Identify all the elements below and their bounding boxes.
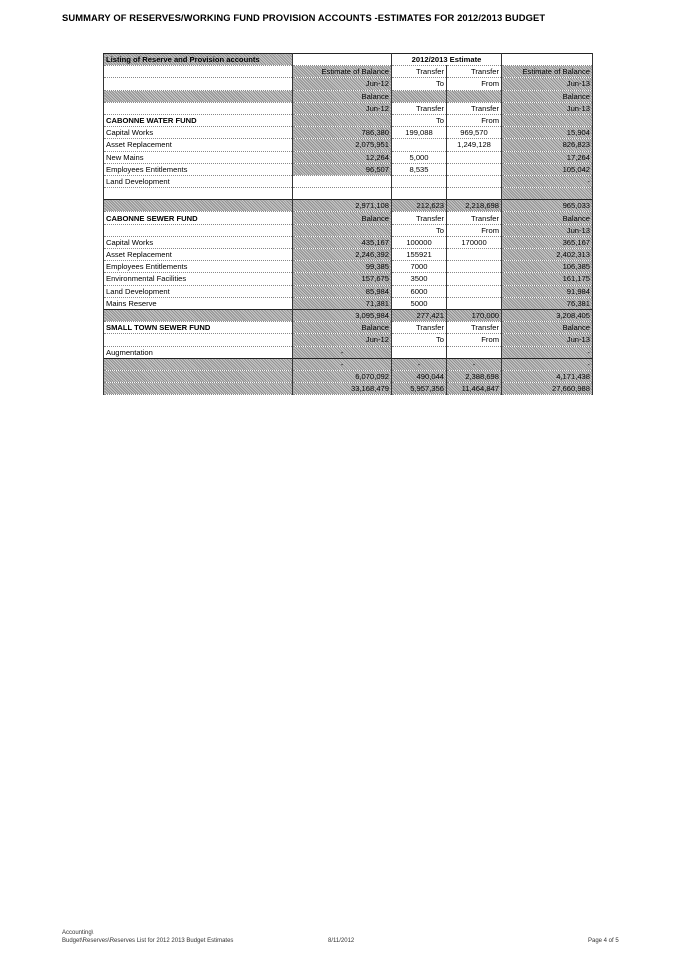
cell-value: 170000 <box>447 236 502 248</box>
table-row <box>104 249 593 261</box>
cell-value: 5,000 <box>392 151 447 163</box>
total-value: 965,033 <box>502 200 593 212</box>
total-value: 170,000 <box>447 309 502 321</box>
reserves-table <box>103 53 593 395</box>
page-title: SUMMARY OF RESERVES/WORKING FUND PROVISION ACCOUNTS -ESTIMATES FOR 2012/2013 BUDGET <box>62 12 546 23</box>
row-label: Land Development <box>104 175 293 187</box>
row-label: Mains Reserve <box>104 297 293 309</box>
cell-value: 157,675 <box>293 273 392 285</box>
footer-date: 8/11/2012 <box>328 938 355 944</box>
cell-value <box>293 175 392 187</box>
total-value: - <box>447 358 502 370</box>
cell-value: 100000 <box>392 236 447 248</box>
col-header: Transfer <box>392 212 447 224</box>
total-value: 490,044 <box>392 370 447 382</box>
col-header: Balance <box>293 212 392 224</box>
table-row <box>104 273 593 285</box>
table-row <box>104 261 593 273</box>
row-label: Augmentation <box>104 346 293 358</box>
cell-value <box>447 261 502 273</box>
table-row <box>104 127 593 139</box>
total-value: 4,171,438 <box>502 370 593 382</box>
cell-value <box>447 285 502 297</box>
total-value: 2,388,698 <box>447 370 502 382</box>
table-row <box>104 346 593 358</box>
cell-value: 96,507 <box>293 163 392 175</box>
table-row <box>104 163 593 175</box>
subtotal-row <box>104 309 593 321</box>
cell-value: 76,381 <box>502 297 593 309</box>
balance-header: Balance <box>502 90 593 102</box>
total-value: 6,070,092 <box>293 370 392 382</box>
col-header: To <box>392 334 447 346</box>
cell-value: 2,402,313 <box>502 249 593 261</box>
cell-value: 85,984 <box>293 285 392 297</box>
cell-value: 17,264 <box>502 151 593 163</box>
total-value: 3,208,405 <box>502 309 593 321</box>
cell-value: 969,570 <box>447 127 502 139</box>
col-header: Transfer <box>447 212 502 224</box>
total-value: 2,971,108 <box>293 200 392 212</box>
col-header: From <box>447 224 502 236</box>
grand-total-row <box>104 383 593 395</box>
col-header: Transfer <box>447 322 502 334</box>
cell-value: 91,984 <box>502 285 593 297</box>
from-header: From <box>447 78 502 90</box>
row-label: Employees Entitlements <box>104 261 293 273</box>
col-header: From <box>447 334 502 346</box>
cell-value: 7000 <box>392 261 447 273</box>
table-row <box>104 139 593 151</box>
cell-value <box>392 139 447 151</box>
total-value: 27,660,988 <box>502 383 593 395</box>
table-row <box>104 175 593 187</box>
col-header: Jun-12 <box>293 102 392 114</box>
col-header: Transfer <box>447 102 502 114</box>
cell-value <box>447 346 502 358</box>
col-header: Balance <box>293 322 392 334</box>
table-row <box>104 285 593 297</box>
fund-name: CABONNE SEWER FUND <box>104 212 293 224</box>
transfer-header: Transfer <box>392 66 447 78</box>
row-label: Asset Replacement <box>104 139 293 151</box>
cell-value: 1,249,128 <box>447 139 502 151</box>
row-label: Asset Replacement <box>104 249 293 261</box>
row-label: Environmental Facilities <box>104 273 293 285</box>
cell-value <box>447 297 502 309</box>
total-value: 212,623 <box>392 200 447 212</box>
fund-name: SMALL TOWN SEWER FUND <box>104 322 293 334</box>
cell-value <box>392 175 447 187</box>
col-header: From <box>447 114 502 126</box>
footer-path: Budget\Reserves\Reserves List for 2012 2013 Budget Estimates <box>62 938 234 944</box>
estimate-header: 2012/2013 Estimate <box>392 54 502 66</box>
row-label: New Mains <box>104 151 293 163</box>
est-balance-header: Estimate of Balance <box>502 66 593 78</box>
total-value: 11,464,847 <box>447 383 502 395</box>
table-row <box>104 151 593 163</box>
row-label: Employees Entitlements <box>104 163 293 175</box>
cell-value <box>392 346 447 358</box>
cell-value: 155921 <box>392 249 447 261</box>
footer-page: Page 4 of 5 <box>588 938 619 944</box>
cell-value: 99,385 <box>293 261 392 273</box>
fund-name: CABONNE WATER FUND <box>104 114 293 126</box>
table-row <box>104 297 593 309</box>
cell-value <box>447 249 502 261</box>
cell-value: 365,167 <box>502 236 593 248</box>
table-row <box>104 236 593 248</box>
total-value: - <box>392 358 447 370</box>
cell-value <box>447 151 502 163</box>
col-header: To <box>392 114 447 126</box>
cell-value: 2,246,392 <box>293 249 392 261</box>
total-value: - <box>293 358 392 370</box>
total-value: 3,095,984 <box>293 309 392 321</box>
total-value: 277,421 <box>392 309 447 321</box>
col-header: To <box>392 224 447 236</box>
cell-value: 826,823 <box>502 139 593 151</box>
col-header: Transfer <box>392 322 447 334</box>
cell-value: - <box>502 346 593 358</box>
jun12-header: Jun-12 <box>293 78 392 90</box>
total-value: 5,957,356 <box>392 383 447 395</box>
col-header: Balance <box>502 212 593 224</box>
cell-value <box>447 163 502 175</box>
col-header: Jun-12 <box>293 334 392 346</box>
transfer-header: Transfer <box>447 66 502 78</box>
to-header: To <box>392 78 447 90</box>
cell-value: 786,380 <box>293 127 392 139</box>
row-label: Capital Works <box>104 127 293 139</box>
cell-value: 106,385 <box>502 261 593 273</box>
cell-value: 6000 <box>392 285 447 297</box>
listing-header: Listing of Reserve and Provision accounts <box>104 54 293 66</box>
cell-value: 5000 <box>392 297 447 309</box>
est-balance-header: Estimate of Balance <box>293 66 392 78</box>
cell-value: - <box>502 175 593 187</box>
cell-value: 12,264 <box>293 151 392 163</box>
cell-value: 2,075,951 <box>293 139 392 151</box>
col-header: Jun-13 <box>502 102 593 114</box>
cell-value: 15,904 <box>502 127 593 139</box>
subtotal-row <box>104 200 593 212</box>
jun13-header: Jun-13 <box>502 78 593 90</box>
row-label: Land Development <box>104 285 293 297</box>
total-value: 33,168,479 <box>293 383 392 395</box>
cell-value: 199,088 <box>392 127 447 139</box>
cell-value <box>447 175 502 187</box>
cell-value: - <box>293 346 392 358</box>
col-header: Jun-13 <box>502 224 593 236</box>
col-header: Transfer <box>392 102 447 114</box>
cell-value: 105,042 <box>502 163 593 175</box>
row-label: Capital Works <box>104 236 293 248</box>
total-value: 2,218,698 <box>447 200 502 212</box>
subtotal-row <box>104 370 593 382</box>
cell-value: 71,381 <box>293 297 392 309</box>
cell-value: 435,167 <box>293 236 392 248</box>
col-header: Balance <box>502 322 593 334</box>
total-value: - <box>502 358 593 370</box>
cell-value <box>447 273 502 285</box>
cell-value: 3500 <box>392 273 447 285</box>
subtotal-row <box>104 358 593 370</box>
footer-path: Accounting\ <box>62 930 94 936</box>
col-header: Jun-13 <box>502 334 593 346</box>
cell-value: 161,175 <box>502 273 593 285</box>
cell-value: 8,535 <box>392 163 447 175</box>
balance-header: Balance <box>293 90 392 102</box>
